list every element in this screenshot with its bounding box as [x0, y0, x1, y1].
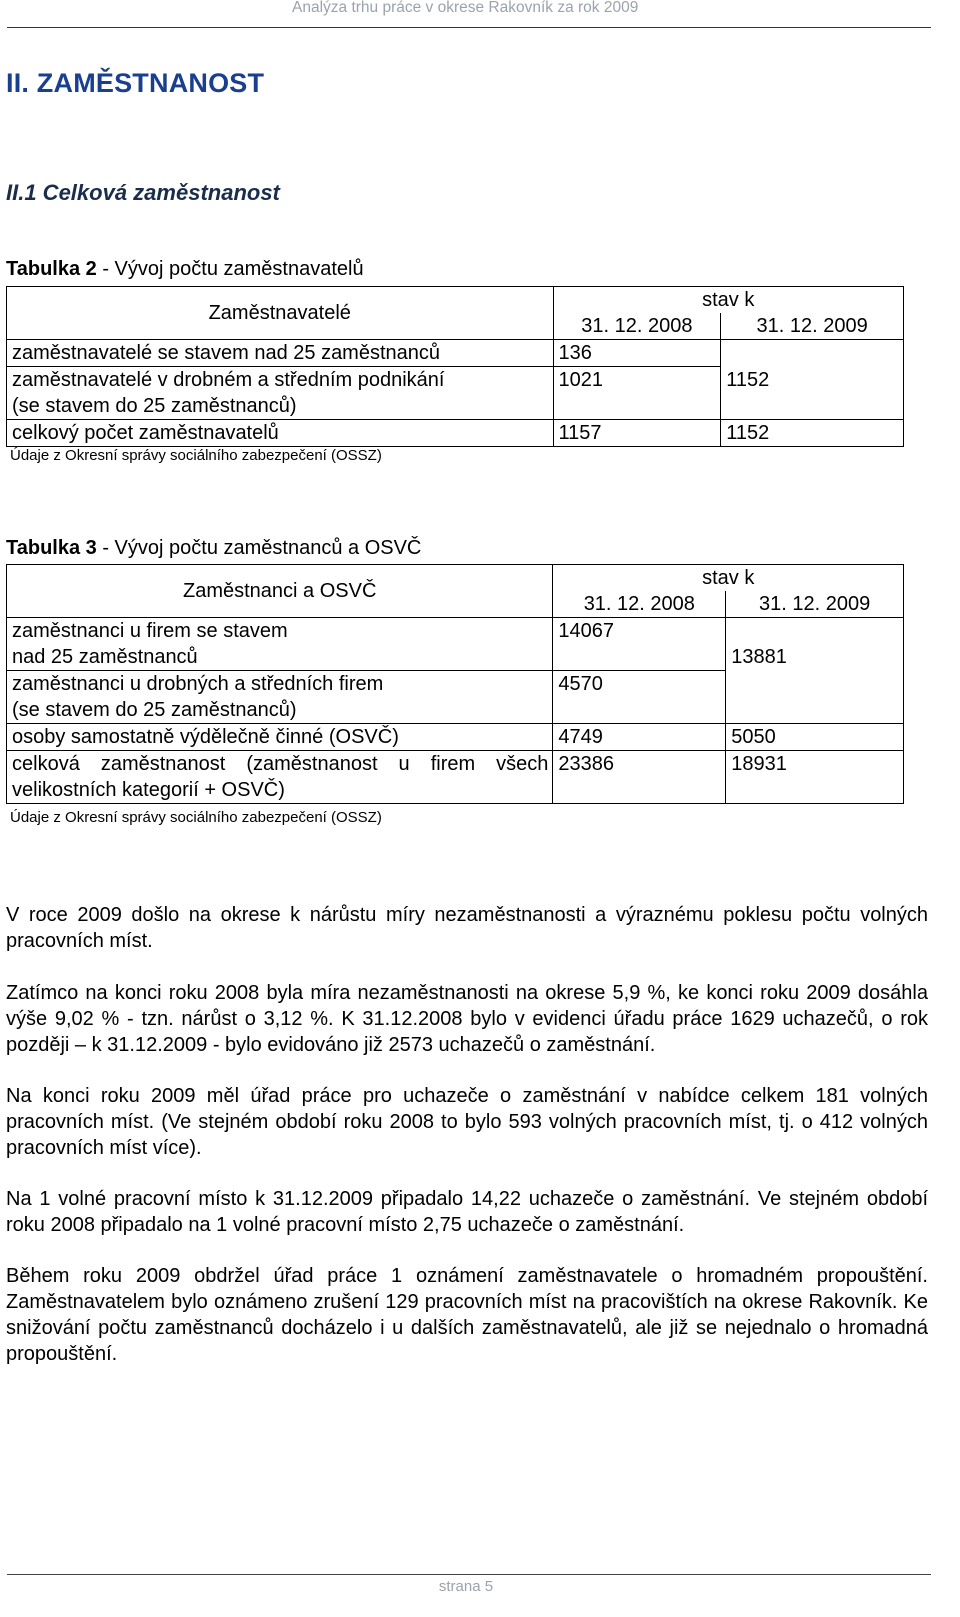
table2-header-label: Zaměstnavatelé [7, 287, 554, 340]
table3-source-note: Údaje z Okresní správy sociálního zabezpečení (OSSZ) [10, 809, 382, 826]
paragraph: Na konci roku 2009 měl úřad práce pro uchazeče o zaměstnání v nabídce celkem 181 volných pracovních míst. (Ve stejném období roku 2008 to bylo 593 volných pracovních míst, tj. o 412 volných pracovních míst více). [6, 1085, 928, 1159]
header-rule [7, 27, 931, 28]
table2-date-2009: 31. 12. 2009 [721, 313, 904, 340]
table-row [7, 618, 904, 671]
section-title: II. ZAMĚSTNANOST [6, 68, 265, 98]
table3-row1-label-line2: nad 25 zaměstnanců [12, 646, 198, 668]
paragraph: Na 1 volné pracovní místo k 31.12.2009 připadalo 14,22 uchazeče o zaměstnání. Ve stejném období roku 2008 připadalo na 1 volné pracovní místo 2,75 uchazeče o zaměstnání. [6, 1188, 928, 1236]
table3-row1-label [7, 618, 553, 671]
table2-date-2008: 31. 12. 2008 [553, 313, 721, 340]
paragraph: Zatímco na konci roku 2008 byla míra nezaměstnanosti na okrese 5,9 %, ke konci roku 2009 dosáhla výše 9,02 % - tzn. nárůst o 3,12 %. K 31.12.2008 bylo v evidenci úřadu práce 1629 uchazečů, o rok později – k 31.12.2009 - bylo evidováno již 2573 uchazečů o zaměstnání. [6, 982, 928, 1056]
table3-header-label: Zaměstnanci a OSVČ [7, 565, 553, 618]
table3-row3-label: osoby samostatně výdělečně činné (OSVČ) [7, 724, 553, 751]
table3-row1-2008: 14067 [553, 618, 726, 671]
table3-row2-2008: 4570 [553, 671, 726, 724]
table2 [6, 286, 904, 447]
table2-row2-label-line2: (se stavem do 25 zaměstnanců) [12, 395, 297, 417]
table-row [7, 724, 904, 751]
table3-row2-label-line2: (se stavem do 25 zaměstnanců) [12, 699, 297, 721]
table2-row2-label-line1: zaměstnavatelé v drobném a středním podnikání [12, 369, 445, 391]
table3-date-2009: 31. 12. 2009 [726, 591, 904, 618]
table3-row4-label: celková zaměstnanost (zaměstnanost u firem všech velikostních kategorií + OSVČ) [7, 751, 553, 804]
table-row [7, 340, 904, 367]
table2-merged-2009: 1152 [721, 340, 904, 420]
table2-row3-2008: 1157 [553, 420, 721, 447]
table3-stav-label: stav k [553, 565, 904, 592]
table-row [7, 287, 904, 314]
page-number: strana 5 [438, 1578, 494, 1595]
paragraph: V roce 2009 došlo na okrese k nárůstu míry nezaměstnanosti a výraznému poklesu počtu volných pracovních míst. [6, 904, 928, 952]
table3-row4-2009: 18931 [726, 751, 904, 804]
table3-row3-2009: 5050 [726, 724, 904, 751]
table3-caption-label: Tabulka 3 [6, 537, 97, 559]
table3-caption [6, 537, 421, 560]
subsection-title: II.1 Celková zaměstnanost [6, 180, 280, 205]
table2-row1-label: zaměstnavatelé se stavem nad 25 zaměstnanců [7, 340, 554, 367]
table3-row3-2008: 4749 [553, 724, 726, 751]
table-row [7, 751, 904, 804]
table2-caption-label: Tabulka 2 [6, 258, 97, 280]
table3-merged-2009: 13881 [726, 618, 904, 724]
table2-row2-label [7, 367, 554, 420]
table2-stav-label: stav k [553, 287, 904, 314]
table2-row1-2008: 136 [553, 340, 721, 367]
table3-row2-label-line1: zaměstnanci u drobných a středních firem [12, 673, 384, 695]
table2-row2-2008: 1021 [553, 367, 721, 420]
footer-rule [7, 1574, 931, 1575]
table2-caption-text: - Vývoj počtu zaměstnavatelů [96, 258, 364, 280]
table3-row4-2008: 23386 [553, 751, 726, 804]
table2-row3-label: celkový počet zaměstnavatelů [7, 420, 554, 447]
paragraph: Během roku 2009 obdržel úřad práce 1 oznámení zaměstnavatele o hromadném propouštění. Zaměstnavatelem bylo oznámeno zrušení 129 pracovních míst na pracovištích na okrese Rakovník. Ke snižování počtu zaměstnanců docházelo i u dalších zaměstnavatelů, ale již se nejednalo o hromadná propouštění. [6, 1265, 928, 1365]
table3 [6, 564, 904, 804]
table-row [7, 420, 904, 447]
table2-row3-2009: 1152 [721, 420, 904, 447]
table2-caption [6, 258, 364, 281]
table3-date-2008: 31. 12. 2008 [553, 591, 726, 618]
running-header-title: Analýza trhu práce v okrese Rakovník za rok 2009 [292, 0, 639, 16]
table-row [7, 565, 904, 592]
table3-caption-text: - Vývoj počtu zaměstnanců a OSVČ [96, 537, 422, 559]
table3-row1-label-line1: zaměstnanci u firem se stavem [12, 620, 288, 642]
table2-source-note: Údaje z Okresní správy sociálního zabezpečení (OSSZ) [10, 447, 382, 464]
table3-row2-label [7, 671, 553, 724]
